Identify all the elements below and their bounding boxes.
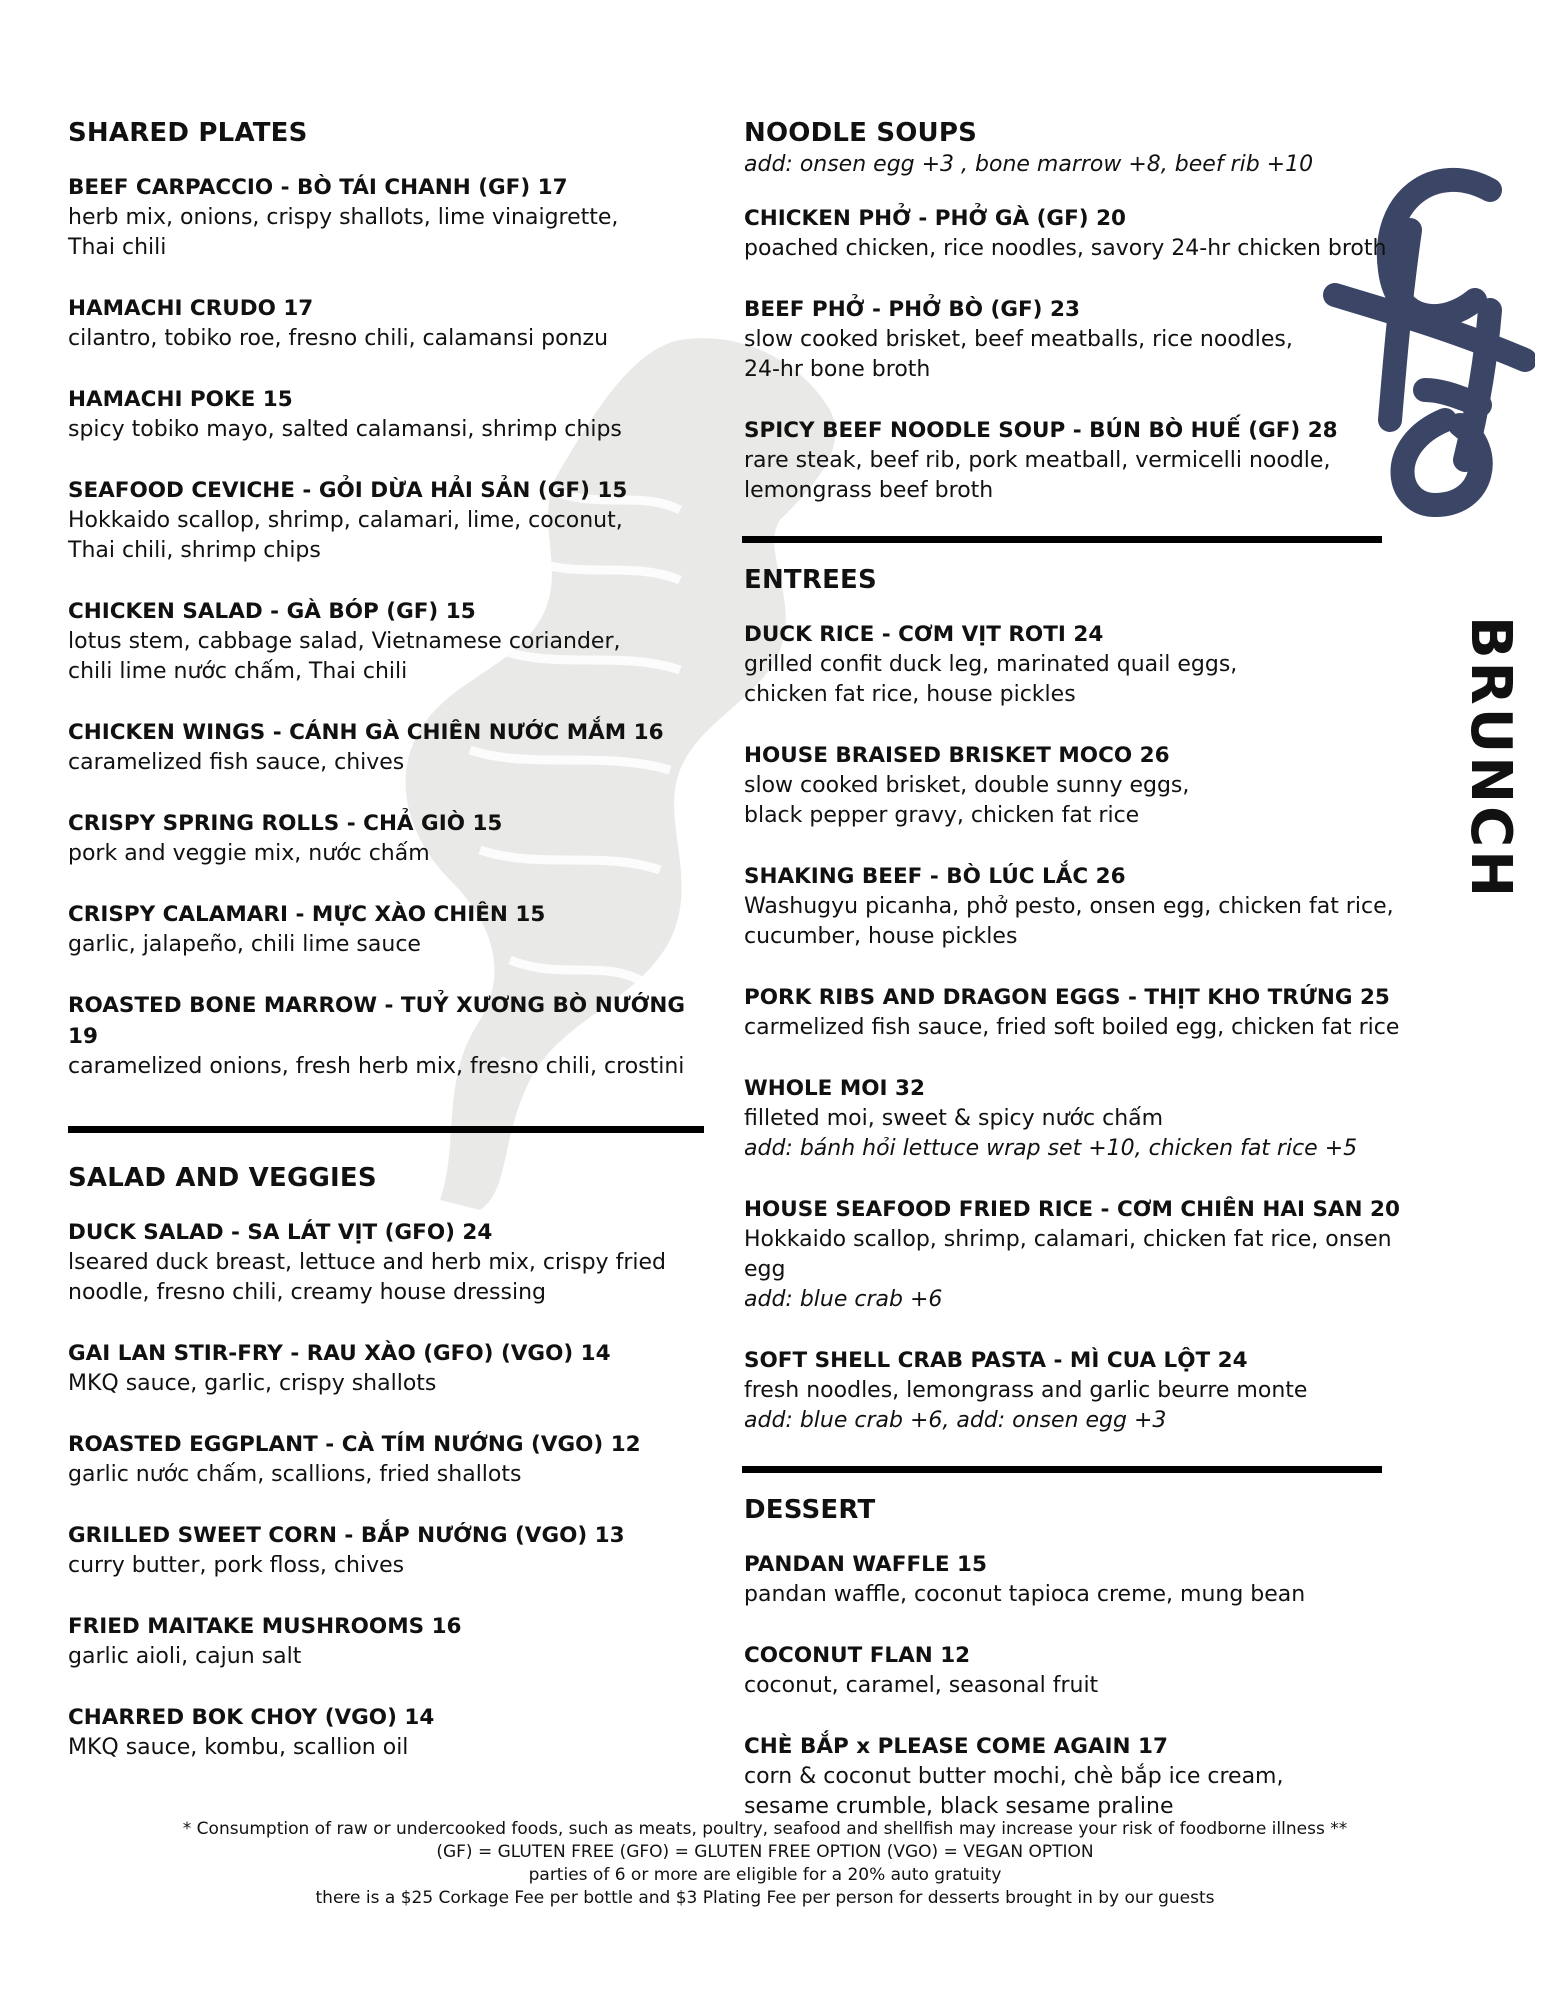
item-name: DUCK SALAD - SA LÁT VỊT (GFO) 24 [68,1220,493,1245]
item-name: ROASTED EGGPLANT - CÀ TÍM NƯỚNG (VGO) 12 [68,1432,641,1457]
item-description: coconut, caramel, seasonal fruit [744,1673,1099,1698]
item-description: curry butter, pork floss, chives [68,1553,405,1578]
item-name: WHOLE MOI 32 [744,1076,925,1101]
item-description: lotus stem, cabbage salad, Vietnamese coriander, chili lime nước chấm, Thai chili [68,629,621,684]
item-description: MKQ sauce, kombu, scallion oil [68,1735,409,1760]
item-name: SHAKING BEEF - BÒ LÚC LẮC 26 [744,864,1126,889]
item-description: slow cooked brisket, beef meatballs, rice noodles, 24-hr bone broth [744,327,1293,382]
item-name: GRILLED SWEET CORN - BẮP NƯỚNG (VGO) 13 [68,1523,625,1548]
item-description: pork and veggie mix, nước chấm [68,841,430,866]
item-description: slow cooked brisket, double sunny eggs, black pepper gravy, chicken fat rice [744,773,1190,828]
menu-item [68,717,708,778]
item-name: CHICKEN SALAD - GÀ BÓP (GF) 15 [68,599,476,624]
item-description: garlic nước chấm, scallions, fried shallots [68,1462,522,1487]
section-title: SALAD AND VEGGIES [68,1163,377,1193]
item-name: CHICKEN WINGS - CÁNH GÀ CHIÊN NƯỚC MẮM 16 [68,720,664,745]
item-name: PANDAN WAFFLE 15 [744,1552,987,1577]
menu-item [68,1702,708,1763]
menu-item [744,619,1434,710]
menu-item [744,294,1434,385]
item-name: DUCK RICE - CƠM VỊT ROTI 24 [744,622,1104,647]
item-description: spicy tobiko mayo, salted calamansi, shrimp chips [68,417,622,442]
menu-item [68,475,708,566]
menu-item [68,384,708,445]
menu-item [744,1549,1434,1610]
dessert-section [744,1495,1434,1822]
item-name: CHICKEN PHỞ - PHỞ GÀ (GF) 20 [744,206,1126,231]
item-description: carmelized fish sauce, fried soft boiled egg, chicken fat rice [744,1015,1400,1040]
section-divider [742,1466,1382,1473]
item-addon: add: blue crab +6, add: onsen egg +3 [744,1408,1167,1433]
left-column [68,118,708,1793]
menu-item [744,1640,1434,1701]
salad-veggies-section [68,1163,708,1763]
menu-item [744,1073,1434,1164]
item-name: SOFT SHELL CRAB PASTA - MÌ CUA LỘT 24 [744,1348,1248,1373]
menu-item [744,1731,1434,1822]
brunch-label: BRUNCH [1458,616,1523,901]
menu-item [68,899,708,960]
menu-item [744,861,1434,952]
section-title: DESSERT [744,1495,876,1525]
item-name: HOUSE SEAFOOD FRIED RICE - CƠM CHIÊN HAI SAN 20 [744,1197,1400,1222]
menu-item [744,740,1434,831]
item-name: BEEF PHỞ - PHỞ BÒ (GF) 23 [744,297,1080,322]
section-title: NOODLE SOUPS [744,118,978,148]
menu-item [68,172,708,263]
item-description: fresh noodles, lemongrass and garlic beurre monte [744,1378,1308,1403]
menu-item [744,415,1434,506]
item-description: grilled confit duck leg, marinated quail eggs, chicken fat rice, house pickles [744,652,1238,707]
item-description: caramelized onions, fresh herb mix, fresno chili, crostini [68,1054,685,1079]
section-divider [68,1126,704,1133]
item-name: CRISPY CALAMARI - MỰC XÀO CHIÊN 15 [68,902,546,927]
item-addon: add: blue crab +6 [744,1287,943,1312]
footer-fees: there is a $25 Corkage Fee per bottle and $3 Plating Fee per person for desserts brought in by our guests [315,1888,1215,1908]
menu-item [68,808,708,869]
item-description: Hokkaido scallop, shrimp, calamari, lime, coconut, Thai chili, shrimp chips [68,508,623,563]
item-description: rare steak, beef rib, pork meatball, vermicelli noodle, lemongrass beef broth [744,448,1331,503]
item-addon: add: bánh hỏi lettuce wrap set +10, chicken fat rice +5 [744,1136,1358,1161]
menu-item [68,1520,708,1581]
item-name: CHÈ BẮP x PLEASE COME AGAIN 17 [744,1734,1168,1759]
item-description: Hokkaido scallop, shrimp, calamari, chicken fat rice, onsen egg [744,1227,1392,1282]
item-name: PORK RIBS AND DRAGON EGGS - THỊT KHO TRỨNG 25 [744,985,1390,1010]
item-description: corn & coconut butter mochi, chè bắp ice cream, sesame crumble, black sesame praline [744,1764,1284,1819]
menu-item [68,1429,708,1490]
noodle-soups-section [744,118,1434,506]
section-addon-note: add: onsen egg +3 , bone marrow +8, beef rib +10 [744,152,1314,177]
menu-item [744,982,1434,1043]
item-name: SEAFOOD CEVICHE - GỎI DỪA HẢI SẢN (GF) 15 [68,478,628,503]
menu-item [68,293,708,354]
footer-disclaimer: * Consumption of raw or undercooked foods, such as meats, poultry, seafood and shellfish may increase your risk of foodborne illness ** [182,1819,1348,1839]
menu-item [68,1338,708,1399]
item-description: caramelized fish sauce, chives [68,750,405,775]
menu-item [744,1345,1434,1436]
item-name: CRISPY SPRING ROLLS - CHẢ GIÒ 15 [68,811,503,836]
section-title: ENTREES [744,565,877,595]
footer-gratuity: parties of 6 or more are eligible for a 20% auto gratuity [528,1865,1002,1885]
shared-plates-section [68,118,708,1082]
item-name: HAMACHI CRUDO 17 [68,296,314,321]
item-description: Washugyu picanha, phở pesto, onsen egg, chicken fat rice, cucumber, house pickles [744,894,1394,949]
item-description: cilantro, tobiko roe, fresno chili, calamansi ponzu [68,326,609,351]
menu-item [744,203,1434,264]
item-description: lseared duck breast, lettuce and herb mix, crispy fried noodle, fresno chili, creamy house dressing [68,1250,666,1305]
menu-item [744,1194,1434,1315]
menu-item [68,1217,708,1308]
item-description: filleted moi, sweet & spicy nước chấm [744,1106,1164,1131]
item-name: COCONUT FLAN 12 [744,1643,971,1668]
footer-legend: (GF) = GLUTEN FREE (GFO) = GLUTEN FREE OPTION (VGO) = VEGAN OPTION [436,1842,1094,1862]
right-column [744,118,1434,1852]
section-divider [742,536,1382,543]
item-name: ROASTED BONE MARROW - TUỶ XƯƠNG BÒ NƯỚNG 19 [68,993,686,1049]
entrees-section [744,565,1434,1436]
menu-item [68,1611,708,1672]
item-name: HAMACHI POKE 15 [68,387,293,412]
item-name: BEEF CARPACCIO - BÒ TÁI CHANH (GF) 17 [68,175,568,200]
section-title: SHARED PLATES [68,118,308,148]
item-description: poached chicken, rice noodles, savory 24-hr chicken broth [744,236,1387,261]
menu-item [68,990,708,1082]
item-description: garlic, jalapeño, chili lime sauce [68,932,421,957]
item-description: MKQ sauce, garlic, crispy shallots [68,1371,437,1396]
item-name: HOUSE BRAISED BRISKET MOCO 26 [744,743,1170,768]
item-name: FRIED MAITAKE MUSHROOMS 16 [68,1614,462,1639]
item-description: herb mix, onions, crispy shallots, lime vinaigrette, Thai chili [68,205,619,260]
item-description: garlic aioli, cajun salt [68,1644,302,1669]
item-description: pandan waffle, coconut tapioca creme, mung bean [744,1582,1306,1607]
item-name: GAI LAN STIR-FRY - RAU XÀO (GFO) (VGO) 14 [68,1341,611,1366]
item-name: SPICY BEEF NOODLE SOUP - BÚN BÒ HUẾ (GF) 28 [744,418,1338,443]
menu-item [68,596,708,687]
item-name: CHARRED BOK CHOY (VGO) 14 [68,1705,435,1730]
